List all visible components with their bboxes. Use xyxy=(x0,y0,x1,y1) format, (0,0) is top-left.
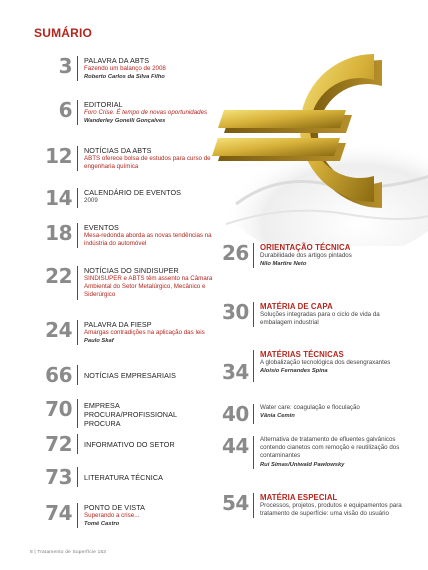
page-number: 34 xyxy=(222,360,249,384)
euro-illustration xyxy=(196,14,428,246)
page-number: 18 xyxy=(45,221,72,245)
divider xyxy=(77,266,78,300)
page-number: 74 xyxy=(45,501,72,525)
divider xyxy=(77,56,78,81)
entry-author: Roberto Carlos da Silva Filho xyxy=(84,74,165,81)
page-number: 24 xyxy=(45,318,72,342)
page-title: SUMÁRIO xyxy=(34,26,93,40)
toc-entry[interactable] xyxy=(40,56,214,81)
divider xyxy=(77,223,78,248)
page-number: 22 xyxy=(45,264,72,288)
entry-description: Superando a crise... xyxy=(84,512,140,519)
entry-title: NOTÍCIAS DO SINDISUPER xyxy=(84,266,179,275)
entry-description: Fazendo um balanço de 2008 xyxy=(84,65,166,72)
toc-entry[interactable] xyxy=(40,320,224,345)
entry-author: Aloisio Fernandes Spina xyxy=(260,368,328,375)
entry-title: EMPRESA PROCURA/PROFISSIONAL PROCURA xyxy=(84,401,177,428)
divider xyxy=(253,302,254,327)
page-number: 12 xyxy=(45,144,72,168)
divider xyxy=(77,399,78,428)
entry-description: ABTS oferece bolsa de estudos para curso de engenharia química xyxy=(84,155,211,171)
entry-author: Vânia Cemin xyxy=(260,413,295,420)
entry-title: EDITORIAL xyxy=(84,100,123,109)
toc-entry[interactable] xyxy=(222,436,415,469)
entry-title: NOTÍCIAS DA ABTS xyxy=(84,146,152,155)
divider xyxy=(77,467,78,487)
divider xyxy=(253,350,254,382)
toc-entry[interactable] xyxy=(222,404,410,424)
divider xyxy=(253,243,254,268)
entry-title: MATÉRIAS TÉCNICAS xyxy=(260,350,344,359)
toc-entry[interactable] xyxy=(40,503,214,528)
entry-description: A globalização tecnológica dos desengraxantes xyxy=(260,359,391,366)
entry-description: 2009 xyxy=(84,197,98,204)
entry-title: PALAVRA DA ABTS xyxy=(84,56,150,65)
toc-entry[interactable] xyxy=(40,399,204,428)
entry-description: Mesa-redonda aborda as novas tendências na indústria do automóvel xyxy=(84,232,212,248)
divider xyxy=(77,100,78,125)
entry-title: EVENTOS xyxy=(84,223,119,232)
toc-entry[interactable] xyxy=(40,223,224,248)
entry-author: Nilo Martire Neto xyxy=(260,261,307,268)
divider xyxy=(77,434,78,454)
entry-description: Foro Crise. É tempo de novas oportunidades xyxy=(84,109,208,116)
entry-title: LITERATURA TÉCNICA xyxy=(84,473,164,482)
entry-description: Durabilidade dos artigos pintados xyxy=(260,252,352,259)
entry-author: Tomé Castro xyxy=(84,521,120,528)
page-number: 66 xyxy=(45,363,72,387)
page-number: 30 xyxy=(222,300,249,324)
toc-entry[interactable] xyxy=(40,146,214,171)
entry-description: Processos, projetos, produtos e equipamentos para tratamento de superfície: uma visão do usuário xyxy=(260,502,402,518)
divider xyxy=(77,320,78,345)
entry-title: MATÉRIA ESPECIAL xyxy=(260,493,338,502)
page-number: 54 xyxy=(222,491,249,515)
page-number: 70 xyxy=(45,397,72,421)
page-number: 44 xyxy=(222,434,249,458)
entry-description: Water care: coagulação e floculação xyxy=(260,404,360,411)
entry-title: PALAVRA DA FIESP xyxy=(84,320,152,329)
toc-entry[interactable] xyxy=(40,266,214,300)
toc-entry[interactable] xyxy=(222,302,405,327)
entry-author: Rui Simas/Uniwald Pawlowsky xyxy=(260,461,345,468)
toc-entry[interactable] xyxy=(40,434,214,454)
toc-entry[interactable] xyxy=(40,188,214,208)
divider xyxy=(77,503,78,528)
entry-author: Wanderley Gonelli Gonçalves xyxy=(84,118,166,125)
toc-entry[interactable] xyxy=(40,100,234,125)
entry-description: Alternativa de tratamento de efluentes galvânicos contendo cianetos com remoção e reutilização dos contaminantes xyxy=(260,436,400,460)
page-number: 73 xyxy=(45,465,72,489)
entry-title: INFORMATIVO DO SETOR xyxy=(84,440,175,449)
toc-entry[interactable] xyxy=(222,350,400,382)
entry-title: CALENDÁRIO DE EVENTOS xyxy=(84,188,182,197)
entry-description: SINDISUPER e ABTS têm assento na Câmara Ambiental do Setor Metalúrgico, Mecânico e Siderúrgico xyxy=(84,275,213,299)
divider xyxy=(77,146,78,171)
divider xyxy=(253,404,254,424)
divider xyxy=(77,365,78,385)
page-number: 26 xyxy=(222,241,249,265)
entry-title: PONTO DE VISTA xyxy=(84,503,146,512)
entry-title: NOTÍCIAS EMPRESARIAIS xyxy=(84,371,176,380)
entry-description: Amargas contradições na aplicação das leis xyxy=(84,329,205,336)
divider xyxy=(77,188,78,208)
entry-title: MATÉRIA DE CAPA xyxy=(260,302,333,311)
entry-title: ORIENTAÇÃO TÉCNICA xyxy=(260,243,351,252)
page-number: 14 xyxy=(45,186,72,210)
toc-entry[interactable] xyxy=(222,243,410,268)
toc-entry[interactable] xyxy=(222,493,410,518)
toc-entry[interactable] xyxy=(40,467,214,487)
page-number: 72 xyxy=(45,432,72,456)
entry-author: Paulo Skaf xyxy=(84,338,114,345)
page-number: 40 xyxy=(222,402,249,426)
toc-entry[interactable] xyxy=(40,365,214,385)
page-number: 3 xyxy=(58,54,72,78)
page-number: 6 xyxy=(58,98,72,122)
divider xyxy=(253,436,254,469)
divider xyxy=(253,493,254,518)
entry-description: Soluções integradas para o ciclo de vida da embalagem industrial xyxy=(260,311,380,327)
page-footer: 8 | Tratamento de Superfície 153 xyxy=(30,550,107,555)
